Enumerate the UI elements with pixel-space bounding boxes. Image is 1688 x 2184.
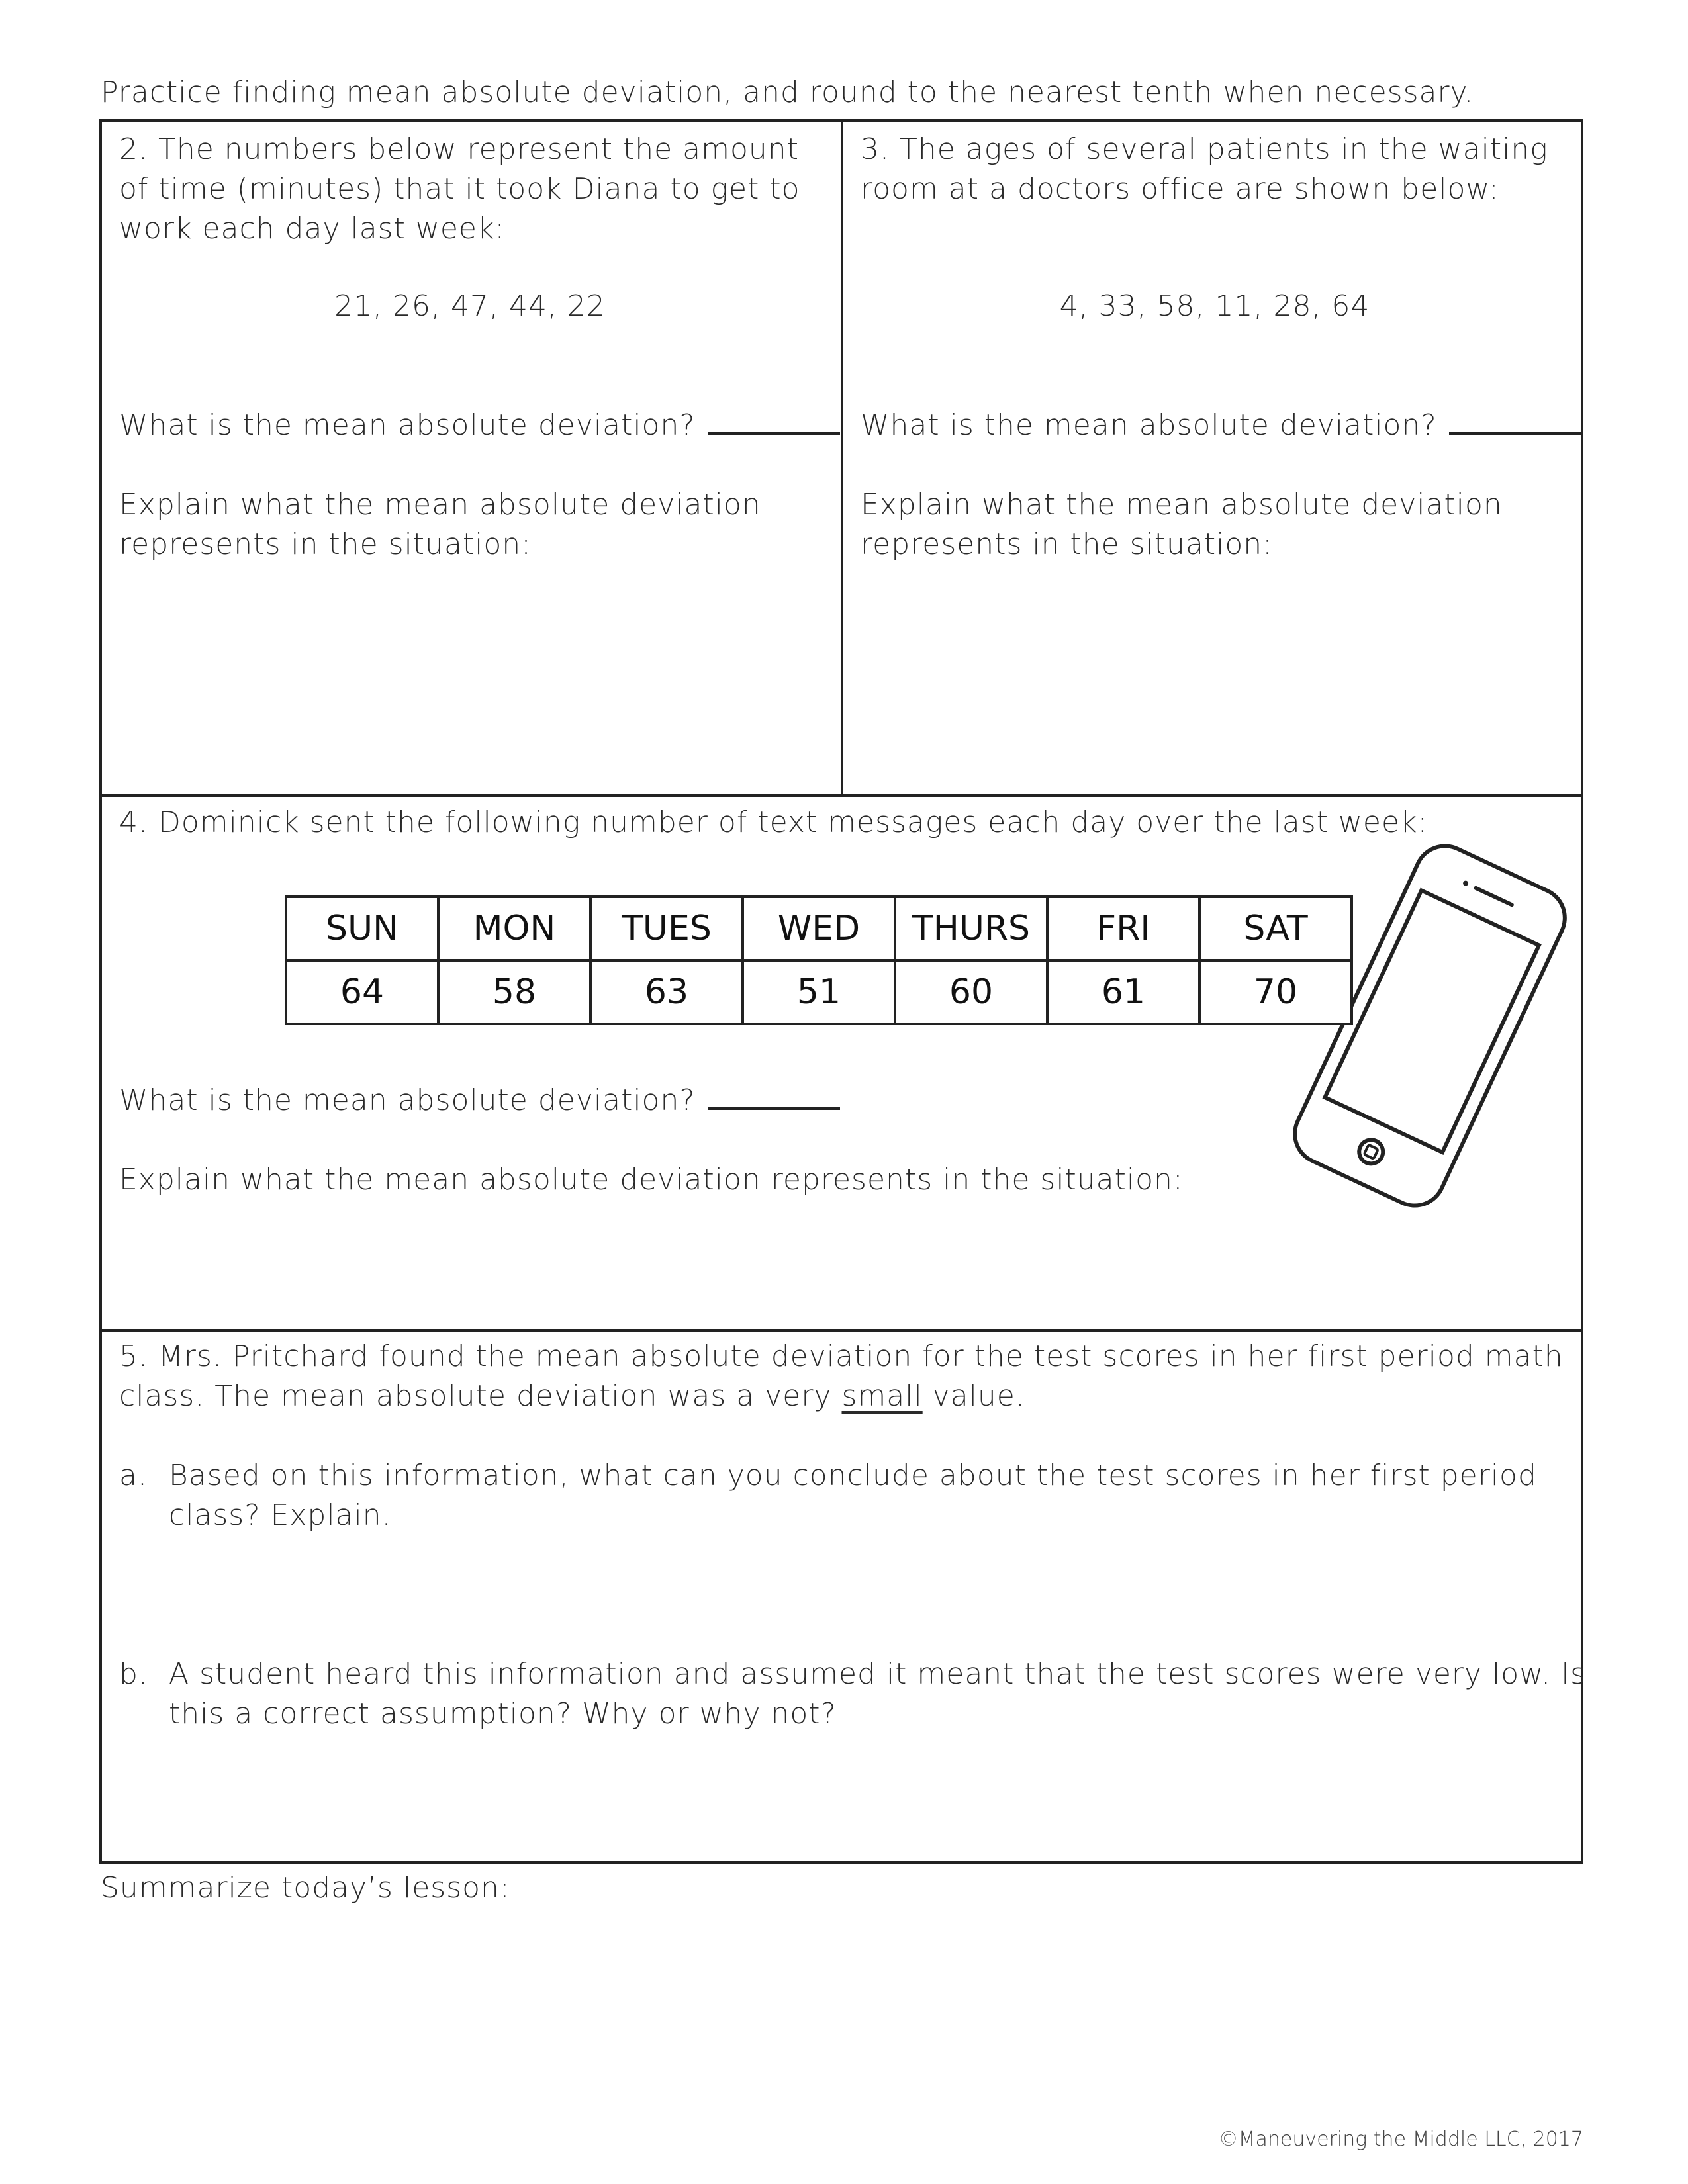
q2-prompt-line-3: work each day last week: (119, 212, 506, 246)
table-header-cell: TUES (590, 897, 743, 960)
summary-prompt: Summarize today’s lesson: (101, 1871, 510, 1905)
table-header-cell: SAT (1199, 897, 1352, 960)
table-cell: 61 (1047, 960, 1199, 1024)
q5b-line-1: A student heard this information and assumed it meant that the test scores were very low. Is (169, 1657, 1587, 1691)
q4-prompt: 4. Dominick sent the following number of text messages each day over the last week: (119, 805, 1429, 839)
q5a-label: a. (119, 1459, 148, 1492)
q3-prompt-line-2: room at a doctors office are shown below: (861, 172, 1499, 206)
q2-explain-line-2: represents in the situation: (119, 527, 532, 561)
table-header-cell: SUN (286, 897, 438, 960)
q5a-line-2: class? Explain. (169, 1498, 392, 1532)
q5-prompt-line-1: 5. Mrs. Pritchard found the mean absolute deviation for the test scores in her first period math (119, 1340, 1564, 1373)
vertical-divider (841, 119, 843, 797)
q5-prompt-line-2: class. The mean absolute deviation was a very small value. (119, 1379, 1025, 1413)
q3-data: 4, 33, 58, 11, 28, 64 (1059, 289, 1370, 323)
table-cell: 70 (1199, 960, 1352, 1024)
q5b-line-2: this a correct assumption? Why or why not? (169, 1697, 837, 1731)
table-header-cell: FRI (1047, 897, 1199, 960)
q3-prompt-line-1: 3. The ages of several patients in the waiting (861, 132, 1548, 166)
q4-answer-blank[interactable] (708, 1081, 840, 1110)
q3-answer-blank[interactable] (1449, 406, 1581, 435)
table-header-row (286, 897, 1352, 960)
table-row (286, 960, 1352, 1024)
q3-explain-line-1: Explain what the mean absolute deviation (861, 488, 1503, 522)
q2-explain-line-1: Explain what the mean absolute deviation (119, 488, 761, 522)
instructions: Practice finding mean absolute deviation, and round to the nearest tenth when necessary. (101, 75, 1474, 109)
table-cell: 63 (590, 960, 743, 1024)
table-cell: 60 (895, 960, 1047, 1024)
q2-mad-question: What is the mean absolute deviation? (119, 406, 840, 445)
copyright: ©Maneuvering the Middle LLC, 2017 (1218, 2128, 1583, 2151)
q5a-line-1: Based on this information, what can you conclude about the test scores in her first period (169, 1459, 1537, 1492)
q3-mad-question: What is the mean absolute deviation? (861, 406, 1581, 445)
table-header-cell: MON (438, 897, 590, 960)
q5b-label: b. (119, 1657, 148, 1691)
table-cell: 51 (743, 960, 895, 1024)
table-header-cell: WED (743, 897, 895, 960)
small-emphasis: small (841, 1379, 923, 1413)
q2-answer-blank[interactable] (708, 406, 840, 435)
table-header-cell: THURS (895, 897, 1047, 960)
table-cell: 64 (286, 960, 438, 1024)
q2-prompt-line-2: of time (minutes) that it took Diana to get to (119, 172, 800, 206)
q4-explain: Explain what the mean absolute deviation represents in the situation: (119, 1163, 1184, 1197)
table-cell: 58 (438, 960, 590, 1024)
text-messages-table (285, 895, 1353, 1025)
q4-mad-question: What is the mean absolute deviation? (119, 1081, 840, 1120)
q2-data: 21, 26, 47, 44, 22 (334, 289, 606, 323)
q2-prompt-line-1: 2. The numbers below represent the amount (119, 132, 799, 166)
q3-explain-line-2: represents in the situation: (861, 527, 1274, 561)
